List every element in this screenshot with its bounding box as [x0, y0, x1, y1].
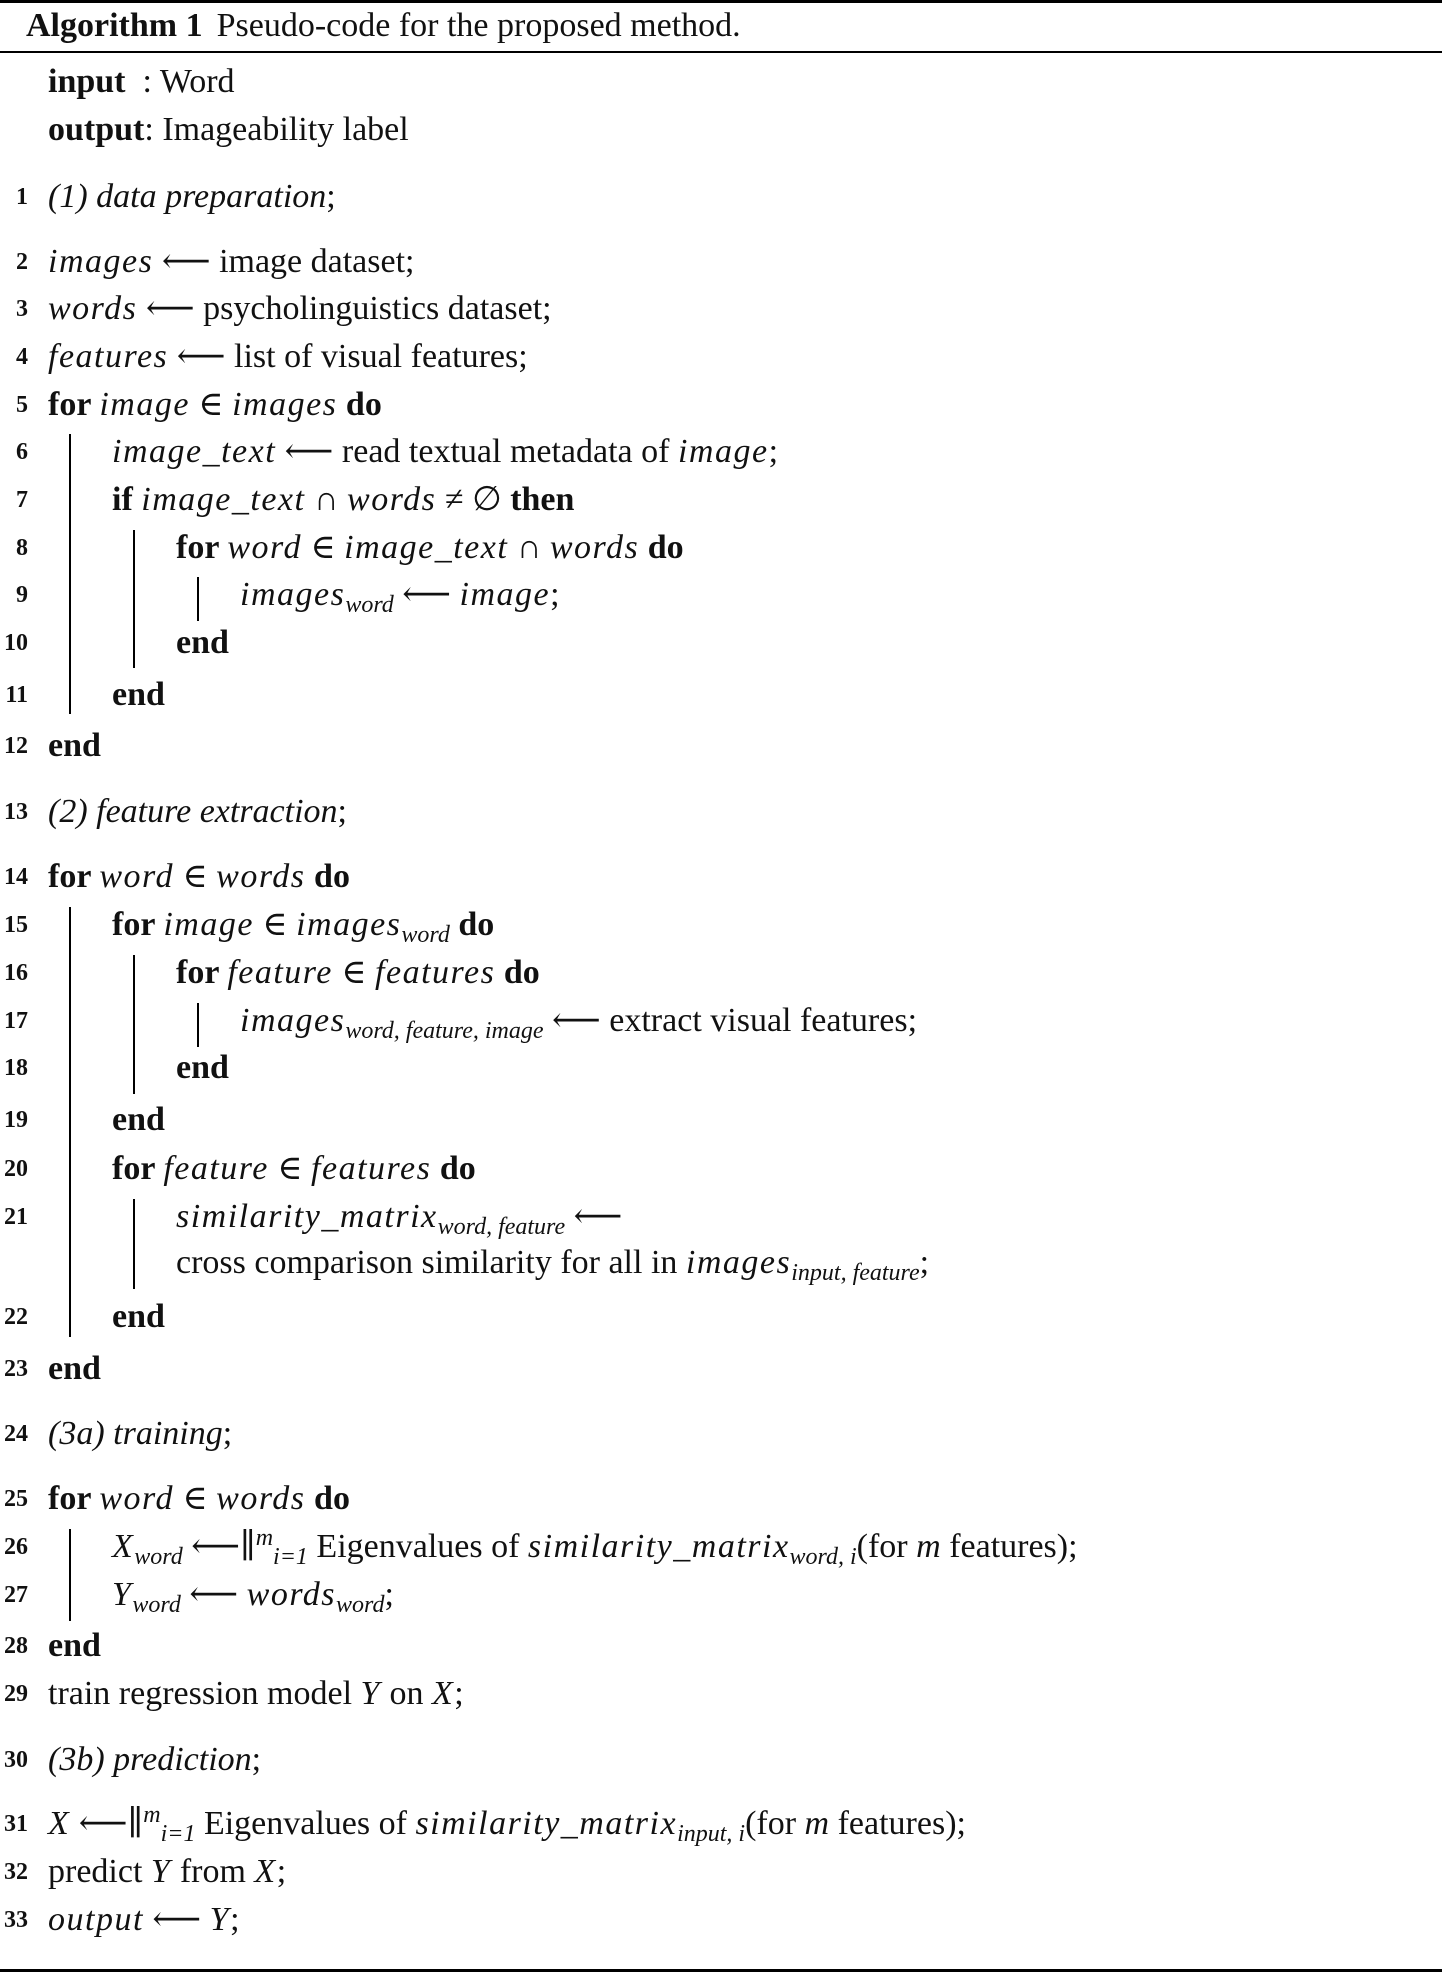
line-number: 14 — [4, 864, 28, 890]
variable: words — [347, 481, 437, 518]
keyword: do — [305, 858, 350, 895]
italic-text: (2) feature extraction — [48, 793, 338, 830]
algorithm-line — [0, 383, 1442, 427]
line-code — [48, 383, 382, 427]
input-label: input — [48, 63, 126, 100]
code-text: ∈ — [173, 1480, 217, 1517]
keyword: do — [495, 954, 540, 991]
line-code — [112, 1525, 1078, 1569]
code-text: from — [171, 1853, 255, 1890]
code-text: ⟵ psycholinguistics dataset; — [137, 290, 552, 327]
keyword: for — [48, 858, 100, 895]
line-code — [48, 790, 347, 834]
variable: image_text — [112, 433, 277, 470]
keyword: do — [639, 529, 684, 566]
line-code — [48, 240, 415, 284]
algorithm-line — [0, 1412, 1442, 1456]
algorithm-line — [0, 287, 1442, 331]
line-number: 5 — [16, 392, 28, 418]
algorithm-line — [0, 478, 1442, 522]
keyword: end — [48, 1627, 101, 1664]
code-text: ⟵∥ — [182, 1528, 256, 1565]
line-number: 21 — [4, 1204, 28, 1230]
algorithm-line — [0, 951, 1442, 995]
line-code — [112, 673, 165, 717]
line-number: 16 — [4, 960, 28, 986]
output-label: output — [48, 111, 145, 148]
subscript: word, i — [789, 1544, 857, 1570]
line-code — [48, 1412, 232, 1456]
code-text: ; — [222, 1415, 233, 1452]
algorithm-line — [0, 673, 1442, 717]
keyword: for — [112, 1150, 164, 1187]
line-code — [176, 1195, 622, 1239]
line-number: 32 — [4, 1859, 28, 1885]
code-text: train regression model — [48, 1675, 361, 1712]
code-text: ; — [251, 1741, 262, 1778]
subscript: word — [336, 1592, 385, 1618]
line-number: 2 — [16, 249, 28, 275]
algorithm-line — [0, 999, 1442, 1043]
line-code — [48, 1802, 966, 1846]
variable: similarity_matrix — [176, 1198, 438, 1235]
input-value: : Word — [125, 63, 235, 100]
output-value: : Imageability label — [144, 111, 409, 148]
variable: X — [112, 1528, 135, 1565]
variable: images — [685, 1244, 792, 1281]
line-code — [112, 478, 574, 522]
code-text: ⟵ list of visual features; — [168, 338, 528, 375]
line-code — [112, 1295, 165, 1339]
keyword: for — [48, 1480, 100, 1517]
line-number: 18 — [4, 1055, 28, 1081]
line-number: 31 — [4, 1811, 28, 1837]
subscript: i=1 — [273, 1544, 308, 1570]
algorithm-caption — [26, 6, 741, 46]
line-code — [48, 1477, 350, 1521]
line-code — [48, 724, 101, 768]
line-number: 17 — [4, 1008, 28, 1034]
line-number: 4 — [16, 344, 28, 370]
algorithm-line — [0, 1850, 1442, 1894]
keyword: end — [48, 1350, 101, 1387]
subscript: word — [134, 1544, 183, 1570]
line-code — [176, 621, 229, 665]
algorithm-line — [0, 1898, 1442, 1942]
code-text: ⟵∥ — [70, 1805, 144, 1842]
line-number: 9 — [16, 582, 28, 608]
variable: images — [240, 1002, 346, 1039]
keyword: end — [176, 1049, 229, 1086]
algorithm-line — [0, 724, 1442, 768]
italic-text: m — [804, 1805, 830, 1842]
algorithm-line — [0, 1295, 1442, 1339]
line-number: 7 — [16, 487, 28, 513]
variable: features — [311, 1150, 432, 1187]
variable: Y — [209, 1901, 231, 1938]
input-spec — [48, 62, 235, 102]
variable: words — [549, 529, 640, 566]
line-code — [240, 573, 560, 617]
line-number: 29 — [4, 1681, 28, 1707]
top-rule — [0, 0, 1442, 3]
variable: feature — [163, 1150, 269, 1187]
block-scope-bar — [69, 907, 71, 1337]
subscript: word — [401, 922, 450, 948]
block-scope-bar — [133, 530, 135, 668]
algorithm-line — [0, 1147, 1442, 1191]
block-scope-bar — [69, 434, 71, 714]
line-code — [176, 1046, 229, 1090]
code-text: ; — [276, 1853, 287, 1890]
algorithm-line — [0, 1802, 1442, 1846]
code-text: ≠ ∅ — [436, 481, 511, 518]
superscript: m — [255, 1525, 274, 1551]
line-code — [112, 430, 778, 474]
algorithm-line — [0, 1046, 1442, 1090]
code-text: ; — [384, 1576, 394, 1613]
variable: word — [227, 529, 302, 566]
line-code — [112, 1098, 165, 1142]
code-text: ⟵ — [180, 1576, 247, 1613]
italic-text: (1) data preparation — [48, 178, 327, 215]
subscript: word — [132, 1592, 181, 1618]
keyword: do — [431, 1150, 476, 1187]
variable: image_text — [344, 529, 509, 566]
keyword: do — [305, 1480, 350, 1517]
line-code — [176, 526, 684, 570]
line-code — [240, 999, 917, 1043]
code-text: ; — [337, 793, 347, 830]
line-code — [48, 1347, 101, 1391]
variable: features — [48, 338, 169, 375]
line-code — [48, 1624, 101, 1668]
line-number: 33 — [4, 1907, 28, 1933]
variable: X — [48, 1805, 71, 1842]
block-scope-bar — [69, 1529, 71, 1621]
variable: Y — [150, 1853, 172, 1890]
line-number: 20 — [4, 1156, 28, 1182]
line-number: 23 — [4, 1356, 28, 1382]
algorithm-line — [0, 335, 1442, 379]
keyword: then — [510, 481, 575, 518]
code-text: ; — [919, 1244, 930, 1281]
line-code — [112, 1147, 476, 1191]
code-text: features); — [829, 1805, 966, 1842]
algorithm-line — [0, 1573, 1442, 1617]
code-text: predict — [48, 1853, 151, 1890]
code-text: ; — [230, 1901, 240, 1938]
variable: image — [459, 576, 551, 613]
variable: features — [375, 954, 496, 991]
keyword: end — [48, 727, 101, 764]
variable: output — [48, 1901, 144, 1938]
code-text: ⟵ — [393, 576, 460, 613]
line-code — [176, 951, 540, 995]
algorithm-label: Algorithm 1 — [26, 7, 203, 44]
keyword: end — [112, 1101, 165, 1138]
block-scope-bar — [133, 955, 135, 1094]
code-text: (for — [856, 1528, 917, 1565]
variable: feature — [227, 954, 333, 991]
line-number: 1 — [16, 184, 28, 210]
code-text: ; — [768, 433, 779, 470]
algorithm-line — [0, 430, 1442, 474]
italic-text: (3b) prediction — [48, 1741, 252, 1778]
keyword: do — [449, 906, 495, 943]
variable: word — [99, 1480, 174, 1517]
variable: images — [296, 906, 402, 943]
line-number: 26 — [4, 1534, 28, 1560]
algorithm-line — [0, 855, 1442, 899]
code-text: ⟵ read textual metadata of — [276, 433, 678, 470]
algorithm-line — [0, 1195, 1442, 1239]
variable: words — [216, 1480, 306, 1517]
subscript: word, feature — [437, 1214, 566, 1240]
keyword: if — [112, 481, 142, 518]
line-code — [176, 1241, 929, 1285]
subscript: i=1 — [160, 1821, 196, 1847]
algorithm-line — [0, 1477, 1442, 1521]
code-text: ∈ — [253, 906, 297, 943]
line-number: 19 — [4, 1107, 28, 1133]
keyword: end — [176, 624, 229, 661]
variable: Y — [112, 1576, 133, 1613]
line-number: 3 — [16, 296, 28, 322]
code-text: Eigenvalues of — [307, 1528, 528, 1565]
keyword: for — [48, 386, 100, 423]
line-number: 25 — [4, 1486, 28, 1512]
code-text: ⟵ extract visual features; — [543, 1002, 918, 1039]
variable: X — [254, 1853, 277, 1890]
superscript: m — [143, 1802, 161, 1828]
bottom-rule — [0, 1969, 1442, 1972]
output-spec — [48, 110, 409, 150]
line-code — [48, 1672, 464, 1716]
algorithm-line — [0, 175, 1442, 219]
variable: words — [216, 858, 306, 895]
variable: images — [240, 576, 346, 613]
variable: image — [163, 906, 254, 943]
code-text: on — [380, 1675, 432, 1712]
line-code — [48, 175, 336, 219]
line-code — [112, 903, 494, 947]
code-text: ; — [454, 1675, 464, 1712]
line-code — [48, 1850, 286, 1894]
code-text: Eigenvalues of — [195, 1805, 416, 1842]
keyword: for — [176, 529, 228, 566]
code-text: ⟵ — [143, 1901, 210, 1938]
caption-rule — [0, 51, 1442, 53]
code-text: ∈ — [173, 858, 217, 895]
code-text: cross comparison similarity for all in — [176, 1244, 686, 1281]
code-text: ∈ — [268, 1150, 312, 1187]
block-scope-bar — [133, 1199, 135, 1289]
italic-text: m — [916, 1528, 941, 1565]
variable: images — [48, 243, 154, 280]
line-number: 6 — [16, 439, 28, 465]
algorithm-line — [0, 1098, 1442, 1142]
algorithm-line — [0, 240, 1442, 284]
variable: image — [99, 386, 190, 423]
line-code — [48, 855, 350, 899]
code-text: ∩ — [508, 529, 550, 566]
algorithm-line — [0, 621, 1442, 665]
algorithm-title: Pseudo-code for the proposed method. — [216, 7, 741, 44]
variable: words — [48, 290, 138, 327]
italic-text: (3a) training — [48, 1415, 223, 1452]
algorithm-line — [0, 1525, 1442, 1569]
keyword: end — [112, 676, 165, 713]
subscript: word, feature, image — [345, 1018, 544, 1044]
code-text: ⟵ — [565, 1198, 623, 1235]
line-number: 10 — [4, 630, 28, 656]
line-number: 11 — [5, 682, 28, 708]
variable: image — [677, 433, 769, 470]
code-text: features); — [940, 1528, 1078, 1565]
line-number: 22 — [4, 1304, 28, 1330]
subscript: input, feature — [791, 1260, 920, 1286]
variable: X — [431, 1675, 455, 1712]
line-code — [112, 1573, 394, 1617]
code-text: ∈ — [189, 386, 233, 423]
variable: similarity_matrix — [415, 1805, 678, 1842]
variable: words — [246, 1576, 337, 1613]
block-scope-bar — [197, 577, 199, 621]
algorithm-line — [0, 790, 1442, 834]
code-text: ∈ — [301, 529, 345, 566]
code-text: ∈ — [332, 954, 376, 991]
keyword: for — [176, 954, 228, 991]
algorithm-line — [0, 1241, 1442, 1285]
line-number: 15 — [4, 912, 28, 938]
algorithm-line — [0, 573, 1442, 617]
variable: word — [99, 858, 174, 895]
line-number: 30 — [4, 1747, 28, 1773]
algorithm-line — [0, 1738, 1442, 1782]
code-text: ∩ — [305, 481, 348, 518]
keyword: for — [112, 906, 164, 943]
algorithm-line — [0, 1672, 1442, 1716]
variable: similarity_matrix — [527, 1528, 790, 1565]
variable: images — [232, 386, 338, 423]
subscript: input, i — [677, 1821, 746, 1847]
line-code — [48, 1738, 261, 1782]
algorithm-line — [0, 526, 1442, 570]
code-text: ; — [550, 576, 560, 613]
keyword: do — [337, 386, 382, 423]
algorithm-line — [0, 903, 1442, 947]
line-code — [48, 335, 528, 379]
variable: image_text — [141, 481, 306, 518]
line-number: 24 — [4, 1421, 28, 1447]
variable: Y — [360, 1675, 381, 1712]
line-number: 27 — [4, 1582, 28, 1608]
line-code — [48, 287, 552, 331]
code-text: ; — [326, 178, 336, 215]
line-number: 28 — [4, 1633, 28, 1659]
keyword: end — [112, 1298, 165, 1335]
line-number: 8 — [16, 535, 28, 561]
code-text: (for — [745, 1805, 805, 1842]
algorithm-line — [0, 1624, 1442, 1668]
line-number: 13 — [4, 799, 28, 825]
line-code — [48, 1898, 240, 1942]
subscript: word — [345, 592, 394, 618]
algorithm-line — [0, 1347, 1442, 1391]
block-scope-bar — [197, 1003, 199, 1047]
line-number: 12 — [4, 733, 28, 759]
code-text: ⟵ image dataset; — [153, 243, 415, 280]
